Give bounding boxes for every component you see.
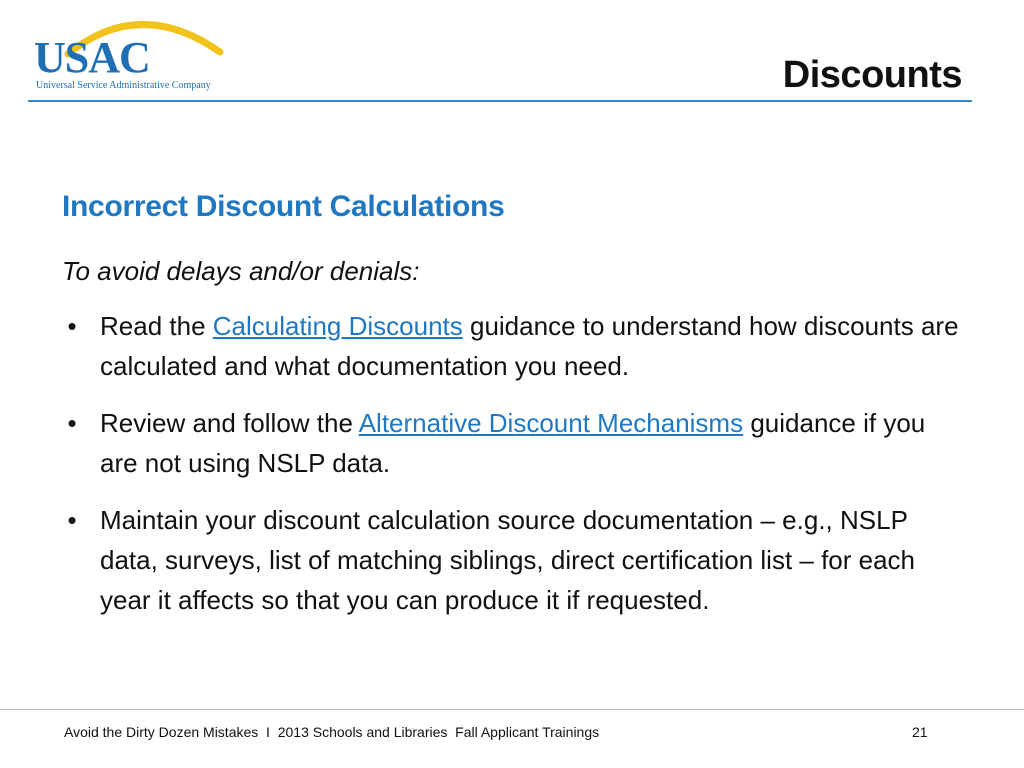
bullet-text-before: Read the bbox=[100, 311, 213, 341]
section-heading: Incorrect Discount Calculations bbox=[62, 190, 505, 223]
bullet-text-before: Review and follow the bbox=[100, 408, 359, 438]
list-item bbox=[62, 306, 962, 386]
bullet-icon: • bbox=[67, 505, 77, 535]
bullet-icon: • bbox=[67, 311, 77, 341]
intro-text: To avoid delays and/or denials: bbox=[62, 256, 420, 286]
bullet-text-after: guidance if you are not using NSLP data. bbox=[100, 408, 926, 478]
alternative-discount-mechanisms-link[interactable]: Alternative Discount Mechanisms bbox=[358, 408, 744, 438]
page-number: 21 bbox=[912, 724, 928, 740]
list-item bbox=[62, 403, 962, 483]
usac-logo bbox=[30, 14, 230, 94]
bullet-icon: • bbox=[67, 408, 77, 438]
slide-title: Discounts bbox=[782, 54, 962, 96]
footer-text: Avoid the Dirty Dozen Mistakes I 2013 Schools and Libraries Fall Applicant Trainings bbox=[64, 724, 600, 740]
bullet-text: Maintain your discount calculation source documentation – e.g., NSLP data, surveys, list of matching siblings, direct certification list – for each year it affects so that you can produce it if requested. bbox=[100, 505, 916, 615]
calculating-discounts-link[interactable]: Calculating Discounts bbox=[212, 311, 463, 341]
footer-divider bbox=[0, 709, 1024, 710]
bullet-text-after: guidance to understand how discounts are calculated and what documentation you need. bbox=[100, 311, 959, 381]
list-item bbox=[62, 500, 962, 620]
logo-subtitle: Universal Service Administrative Company bbox=[36, 80, 211, 91]
logo-wordmark: USAC bbox=[34, 33, 150, 82]
bullet-list bbox=[62, 306, 962, 637]
title-divider bbox=[28, 100, 972, 102]
